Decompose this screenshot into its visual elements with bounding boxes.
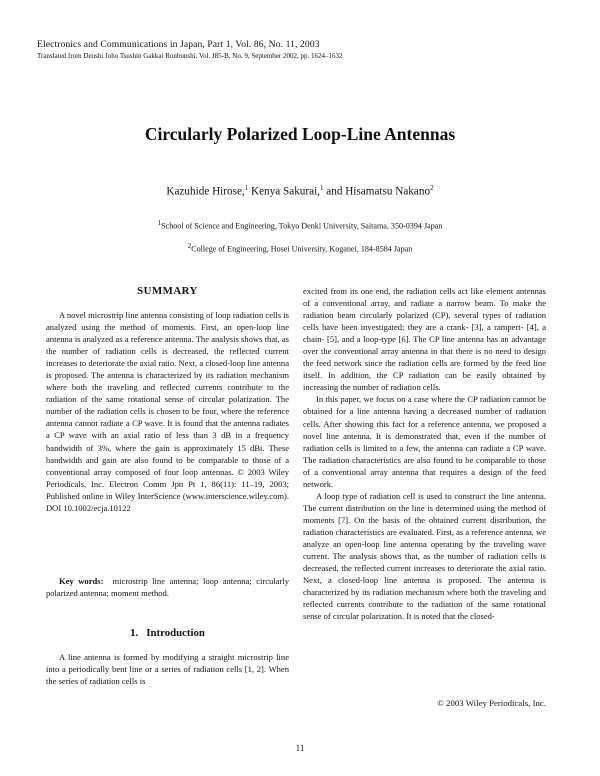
introduction-paragraph: A line antenna is formed by modifying a straight microstrip line into a periodically bent line or a series of radiation cells [1, 2]. When the series of radiation cells is (46, 652, 289, 687)
introduction-section (46, 651, 289, 687)
keywords-paragraph (46, 575, 289, 599)
author-name: Kenya Sakurai, (248, 185, 320, 198)
author-name: Kazuhide Hirose, (166, 185, 245, 198)
journal-citation: Electronics and Communications in Japan, Part 1, Vol. 86, No. 11, 2003 (37, 39, 320, 50)
author-affiliation-mark: 2 (430, 184, 434, 192)
affiliation-text: School of Science and Engineering, Tokyo Denki University, Saitama, 350-0394 Japan (161, 221, 443, 231)
keywords-label: Key words: (59, 576, 104, 586)
introduction-heading: 1. Introduction (130, 627, 205, 639)
body-paragraph: A loop type of radiation cell is used to construct the line antenna. The current distribution on the line is determined using the method of moments [7]. On the basis of the obtained current distribution, the radiation characteristics are evaluated. First, as a reference antenna, we analyze an open-loop line antenna operating by the traveling wave current. The analysis shows that, as the number of radiation cells is decreased, the reflected current increases to deteriorate the axial ratio. Next, a closed-loop line antenna is proposed. The antenna is characterized by its radiation mechanism where both the traveling and reflected currents contribute to the radiation of the same rotational sense of circular polarization. It is noted that the closed- (303, 490, 546, 622)
body-paragraph: In this paper, we focus on a case where the CP radiation cannot be obtained for a line antenna having a decreased number of radiation cells. After showing this fact for a reference antenna, we proposed a novel line antenna. It is demonstrated that, even if the number of radiation cells is limited to a few, the antenna can radiate a CP wave. The radiation characteristics are also found to be comparable to those of a conventional array antenna that requires a design of the feed network. (303, 394, 546, 489)
author-affiliation-mark: 1 (319, 184, 324, 192)
page-number: 11 (295, 743, 305, 753)
summary-section (46, 309, 289, 514)
author-name: and Hisamatsu Nakano (323, 185, 431, 198)
keywords-text: microstrip line antenna; loop antenna; circularly polarized antenna; moment method. (46, 576, 289, 599)
affiliation-text: College of Engineering, Hosei University, Koganei, 184-8584 Japan (191, 244, 413, 254)
copyright-notice: © 2003 Wiley Periodicals, Inc. (437, 698, 546, 708)
body-paragraph: excited from its one end, the radiation cells act like element antennas of a conventional array, and radiate a narrow beam. To make the radiation beam circularly polarized (CP), several types of radiation cells have been investigated; they are a crank- [3], a rampert- [4], a chain- [5], and a loop-type [6]. The CP line antenna has an advantage over the conventional array antenna in that there is no need to design the feed network since the radiation cells are formed by the feed line itself. In addition, the CP radiation can be easily obtained by increasing the number of radiation cells. (303, 286, 546, 393)
article-title: Circularly Polarized Loop-Line Antennas (144, 124, 456, 144)
summary-heading: SUMMARY (137, 285, 198, 297)
right-column (303, 285, 546, 622)
author-list (0, 184, 600, 198)
author-affiliation-mark: 1 (244, 184, 249, 192)
translation-note: Translated from Denshi Joho Tsushin Gakkai Ronbunshi, Vol. J85-B, No. 9, September 2002, pp. 1624–1632 (37, 52, 343, 60)
affiliation-mark: 1 (157, 219, 162, 227)
summary-paragraph: A novel microstrip line antenna consisting of loop radiation cells is analyzed using the method of moments. First, an open-loop line antenna is analyzed as a reference antenna. The analysis shows that, as the number of radiation cells is decreased, the reflected current increases to deteriorate the axial ratio. Next, a closed-loop line antenna is proposed. The antenna is characterized by its radiation mechanism where both the traveling and reflected currents contribute to the radiation of the same rotational sense of circular polarization. The number of the radiation cells is chosen to be four, where the reference antenna cannot radiate a CP wave. It is found that the antenna radiates a CP wave with an axial ratio of less than 3 dB in a frequency bandwidth of 3%, where the gain is approximately 15 dBi. These bandwidth and gain are also found to be comparable to those of a conventional array composed of four loop antennas. © 2003 Wiley Periodicals, Inc. Electron Comm Jpn Pt 1, 86(11): 11–19, 2003; Published online in Wiley InterScience (www.interscience.wiley.com). DOI 10.1002/ecja.10122 (46, 310, 289, 513)
affiliation (0, 219, 600, 231)
keywords-section (46, 575, 289, 599)
affiliation (0, 242, 600, 254)
affiliation-mark: 2 (187, 242, 192, 250)
